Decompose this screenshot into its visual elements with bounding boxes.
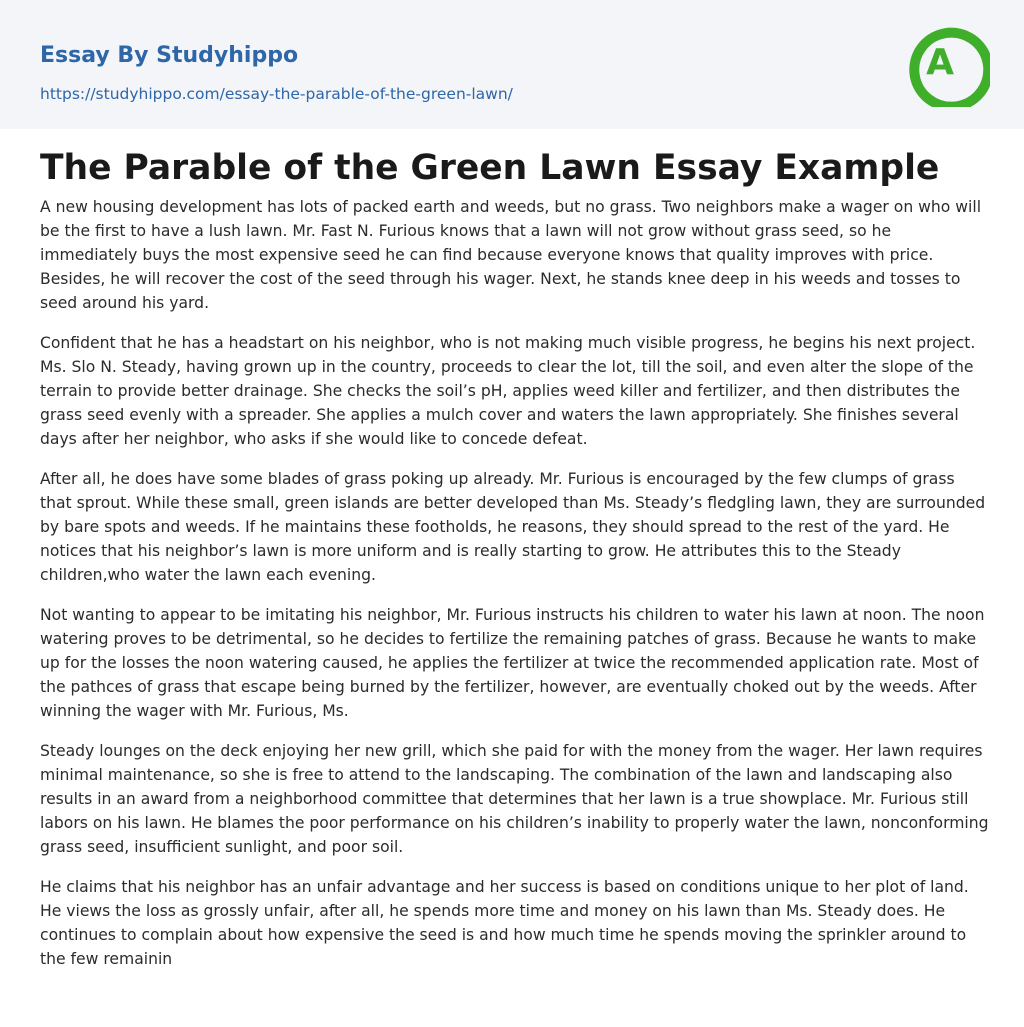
- essay-paragraph: A new housing development has lots of packed earth and weeds, but no grass. Two neighbors make a wager on who will be the first to have a lush lawn. Mr. Fast N. Furious knows that a lawn will not grow without grass seed, so he immediately buys the most expensive seed he can find because everyone knows that quality improves with price. Besides, he will recover the cost of the seed through his wager. Next, he stands knee deep in his weeds and tosses to seed around his yard.: [40, 198, 982, 312]
- essay-title: The Parable of the Green Lawn Essay Example: [40, 148, 940, 188]
- page-header: [0, 0, 1024, 129]
- studyhippo-logo-icon[interactable]: [908, 17, 990, 107]
- essay-url-link[interactable]: https://studyhippo.com/essay-the-parable-of-the-green-lawn/: [40, 85, 513, 103]
- essay-paragraph: He claims that his neighbor has an unfair advantage and her success is based on conditions unique to her plot of land. He views the loss as grossly unfair, after all, he spends more time and money on his lawn than Ms. Steady does. He continues to complain about how expensive the seed is and how much time he spends moving the sprinkler around to the few remainin: [40, 878, 969, 968]
- essay-paragraph: After all, he does have some blades of grass poking up already. Mr. Furious is encouraged by the few clumps of grass that sprout. While these small, green islands are better developed than Ms. Steady’s fledgling lawn, they are surrounded by bare spots and weeds. If he maintains these footholds, he reasons, they should spread to the rest of the yard. He notices that his neighbor’s lawn is more uniform and is really starting to grow. He attributes this to the Steady children,who water the lawn each evening.: [40, 470, 986, 584]
- logo-letter: A: [926, 42, 954, 83]
- essay-body: [40, 195, 990, 987]
- essay-paragraph: Steady lounges on the deck enjoying her new grill, which she paid for with the money from the wager. Her lawn requires minimal maintenance, so she is free to attend to the landscaping. The combination of the lawn and landscaping also results in an award from a neighborhood committee that determines that her lawn is a true showplace. Mr. Furious still labors on his lawn. He blames the poor performance on his children’s inability to properly water the lawn, nonconforming grass seed, insufficient sunlight, and poor soil.: [40, 742, 989, 856]
- essay-paragraph: Confident that he has a headstart on his neighbor, who is not making much visible progress, he begins his next project. Ms. Slo N. Steady, having grown up in the country, proceeds to clear the lot, till the soil, and even alter the slope of the terrain to provide better drainage. She checks the soil’s pH, applies weed killer and fertilizer, and then distributes the grass seed evenly with a spreader. She applies a mulch cover and waters the lawn appropriately. She finishes several days after her neighbor, who asks if she would like to concede defeat.: [40, 334, 976, 448]
- site-brand[interactable]: Essay By Studyhippo: [40, 43, 299, 68]
- essay-paragraph: Not wanting to appear to be imitating his neighbor, Mr. Furious instructs his children to water his lawn at noon. The noon watering proves to be detrimental, so he decides to fertilize the remaining patches of grass. Because he wants to make up for the losses the noon watering caused, he applies the fertilizer at twice the recommended application rate. Most of the pathces of grass that escape being burned by the fertilizer, however, are eventually choked out by the weeds. After winning the wager with Mr. Furious, Ms.: [40, 606, 985, 720]
